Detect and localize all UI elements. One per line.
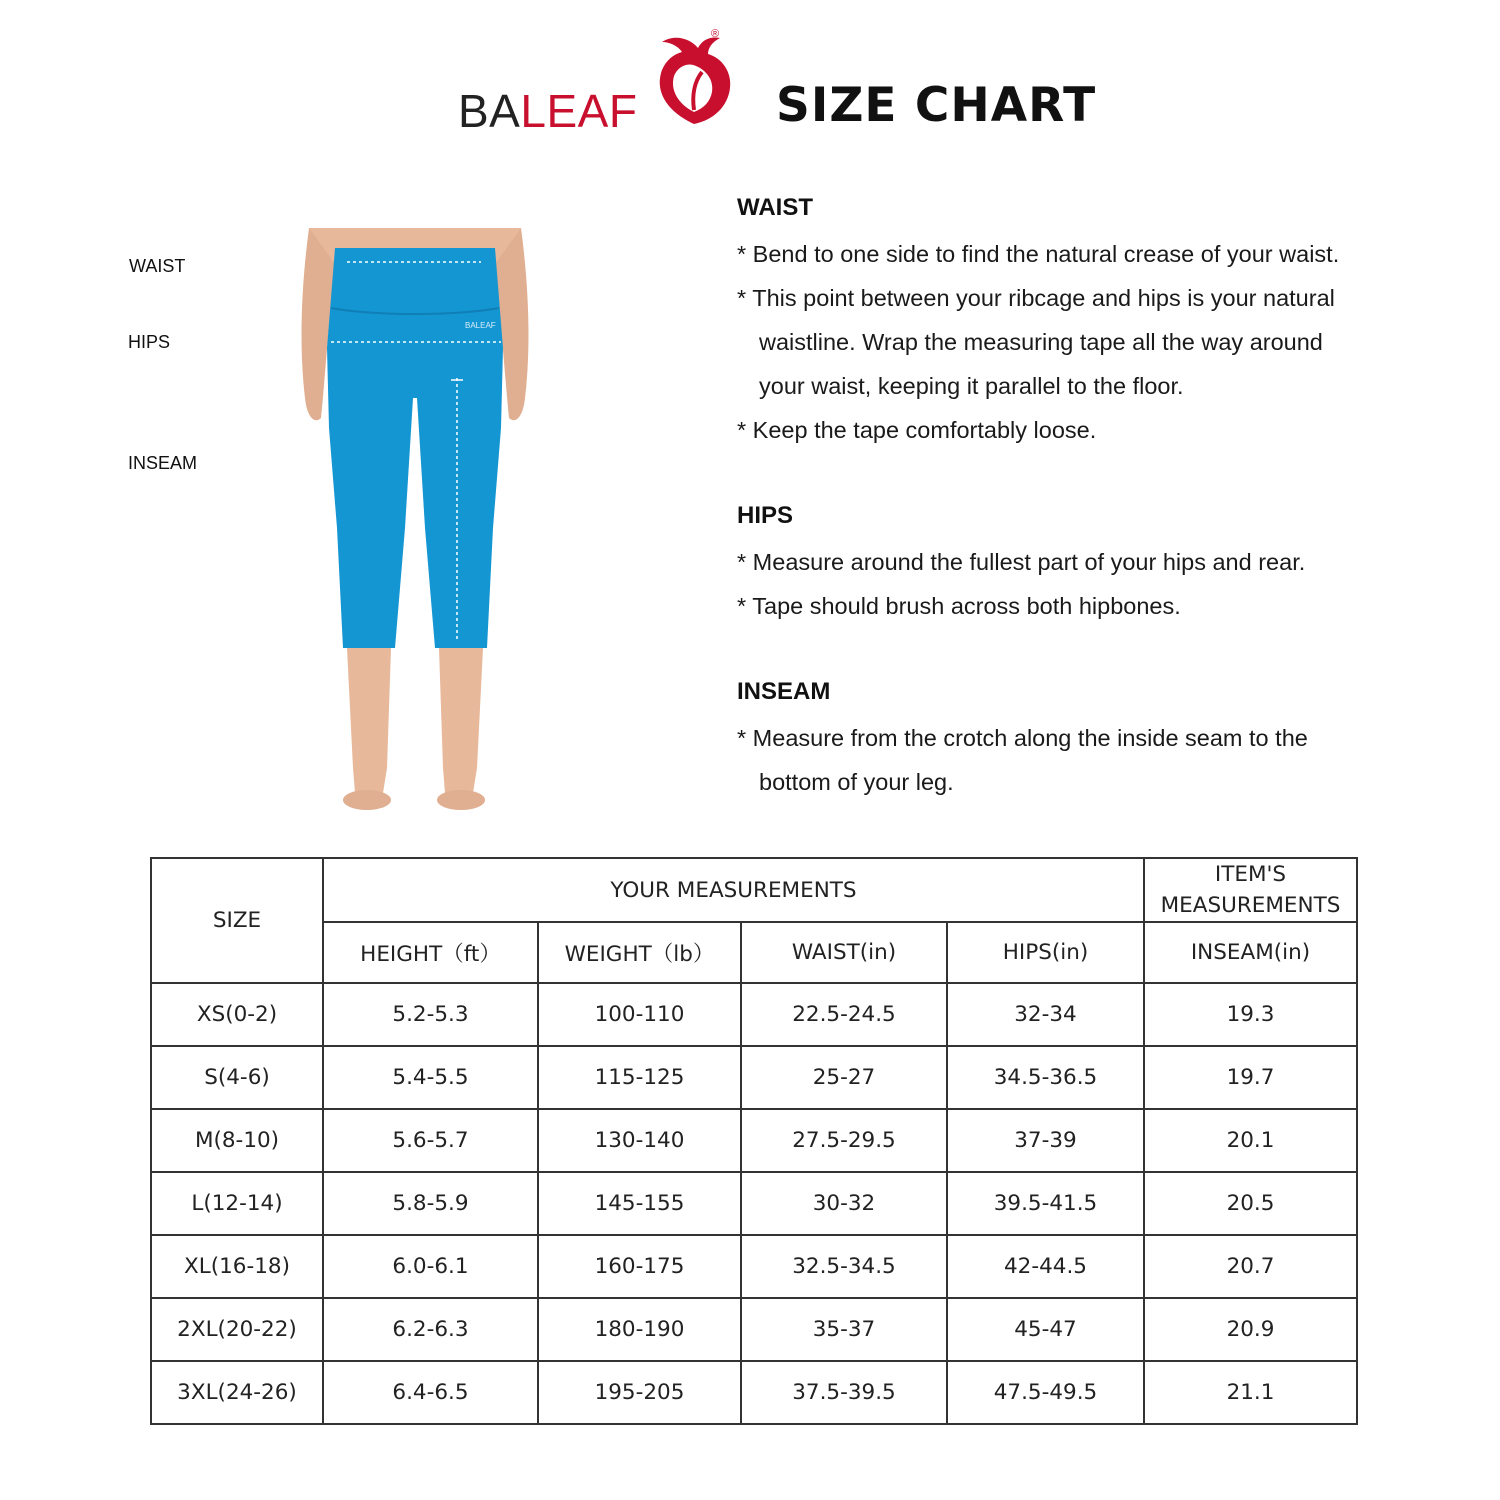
inseam-column-header: INSEAM(in) bbox=[1144, 922, 1357, 983]
size-cell: S(4-6) bbox=[151, 1046, 323, 1109]
height-cell: 5.2-5.3 bbox=[323, 983, 538, 1046]
table-row bbox=[151, 983, 1357, 1046]
inseam-cell: 20.9 bbox=[1144, 1298, 1357, 1361]
waist-cell: 37.5-39.5 bbox=[741, 1361, 947, 1424]
weight-cell: 160-175 bbox=[538, 1235, 741, 1298]
figure-label-waist: WAIST bbox=[129, 256, 186, 276]
height-column-header: HEIGHT（ft） bbox=[323, 922, 538, 983]
leaf-flame-icon bbox=[648, 32, 740, 132]
height-cell: 5.6-5.7 bbox=[323, 1109, 538, 1172]
size-cell: 2XL(20-22) bbox=[151, 1298, 323, 1361]
hips-heading: HIPS bbox=[737, 502, 794, 529]
leggings-shape bbox=[327, 248, 503, 648]
waist-instructions bbox=[737, 188, 1437, 452]
hips-line-1: * Measure around the fullest part of your hips and rear. bbox=[737, 549, 1306, 575]
inseam-cell: 19.7 bbox=[1144, 1046, 1357, 1109]
waist-heading: WAIST bbox=[737, 194, 813, 221]
table-row bbox=[151, 1046, 1357, 1109]
figure-label-hips: HIPS bbox=[128, 332, 171, 352]
weight-cell: 145-155 bbox=[538, 1172, 741, 1235]
inseam-cell: 20.5 bbox=[1144, 1172, 1357, 1235]
height-cell: 5.8-5.9 bbox=[323, 1172, 538, 1235]
figure-label-inseam: INSEAM bbox=[128, 453, 198, 473]
table-row bbox=[151, 1109, 1357, 1172]
size-cell: L(12-14) bbox=[151, 1172, 323, 1235]
hips-cell: 34.5-36.5 bbox=[947, 1046, 1144, 1109]
waist-column-header: WAIST(in) bbox=[741, 922, 947, 983]
hips-cell: 45-47 bbox=[947, 1298, 1144, 1361]
weight-cell: 130-140 bbox=[538, 1109, 741, 1172]
size-cell: 3XL(24-26) bbox=[151, 1361, 323, 1424]
weight-column-header: WEIGHT（lb） bbox=[538, 922, 741, 983]
table-row bbox=[151, 1298, 1357, 1361]
height-cell: 5.4-5.5 bbox=[323, 1046, 538, 1109]
inseam-cell: 19.3 bbox=[1144, 983, 1357, 1046]
hips-instructions bbox=[737, 496, 1437, 628]
model-leggings-illustration bbox=[295, 228, 535, 813]
waist-cell: 32.5-34.5 bbox=[741, 1235, 947, 1298]
inseam-cell: 20.1 bbox=[1144, 1109, 1357, 1172]
hips-cell: 39.5-41.5 bbox=[947, 1172, 1144, 1235]
inseam-instructions bbox=[737, 672, 1437, 804]
height-cell: 6.2-6.3 bbox=[323, 1298, 538, 1361]
hips-cell: 37-39 bbox=[947, 1109, 1144, 1172]
inseam-cell: 21.1 bbox=[1144, 1361, 1357, 1424]
waist-cell: 22.5-24.5 bbox=[741, 983, 947, 1046]
hips-column-header: HIPS(in) bbox=[947, 922, 1144, 983]
item-measurements-header: ITEM'S MEASUREMENTS bbox=[1144, 858, 1357, 922]
inseam-line-2: bottom of your leg. bbox=[759, 769, 954, 795]
table-row bbox=[151, 1235, 1357, 1298]
table-row bbox=[151, 1172, 1357, 1235]
inseam-line-1: * Measure from the crotch along the inside seam to the bbox=[737, 725, 1308, 751]
hips-line-2: * Tape should brush across both hipbones. bbox=[737, 593, 1181, 619]
size-cell: M(8-10) bbox=[151, 1109, 323, 1172]
size-rows bbox=[151, 983, 1357, 1424]
waistband-logo-text: BALEAF bbox=[465, 321, 496, 330]
weight-cell: 115-125 bbox=[538, 1046, 741, 1109]
size-chart-table bbox=[150, 857, 1358, 1425]
waist-line-2: * This point between your ribcage and hips is your natural bbox=[737, 285, 1335, 311]
brand-prefix: BA bbox=[458, 85, 521, 137]
waist-cell: 30-32 bbox=[741, 1172, 947, 1235]
registered-mark: ® bbox=[711, 28, 720, 40]
size-column-header: SIZE bbox=[151, 858, 323, 983]
waist-cell: 35-37 bbox=[741, 1298, 947, 1361]
hips-cell: 47.5-49.5 bbox=[947, 1361, 1144, 1424]
hips-cell: 32-34 bbox=[947, 983, 1144, 1046]
inseam-cell: 20.7 bbox=[1144, 1235, 1357, 1298]
your-measurements-header: YOUR MEASUREMENTS bbox=[323, 858, 1144, 922]
hips-cell: 42-44.5 bbox=[947, 1235, 1144, 1298]
inseam-heading: INSEAM bbox=[737, 678, 831, 705]
size-cell: XL(16-18) bbox=[151, 1235, 323, 1298]
size-cell: XS(0-2) bbox=[151, 983, 323, 1046]
waist-line-3: waistline. Wrap the measuring tape all the way around bbox=[759, 329, 1323, 355]
brand-wordmark bbox=[458, 84, 637, 138]
table-row bbox=[151, 1361, 1357, 1424]
weight-cell: 195-205 bbox=[538, 1361, 741, 1424]
page-title: SIZE CHART bbox=[776, 78, 1097, 133]
weight-cell: 180-190 bbox=[538, 1298, 741, 1361]
waist-cell: 25-27 bbox=[741, 1046, 947, 1109]
weight-cell: 100-110 bbox=[538, 983, 741, 1046]
height-cell: 6.0-6.1 bbox=[323, 1235, 538, 1298]
waist-cell: 27.5-29.5 bbox=[741, 1109, 947, 1172]
waist-line-5: * Keep the tape comfortably loose. bbox=[737, 417, 1097, 443]
height-cell: 6.4-6.5 bbox=[323, 1361, 538, 1424]
waist-line-1: * Bend to one side to find the natural crease of your waist. bbox=[737, 241, 1340, 267]
waist-line-4: your waist, keeping it parallel to the floor. bbox=[759, 373, 1184, 399]
brand-suffix: LEAF bbox=[520, 85, 638, 137]
